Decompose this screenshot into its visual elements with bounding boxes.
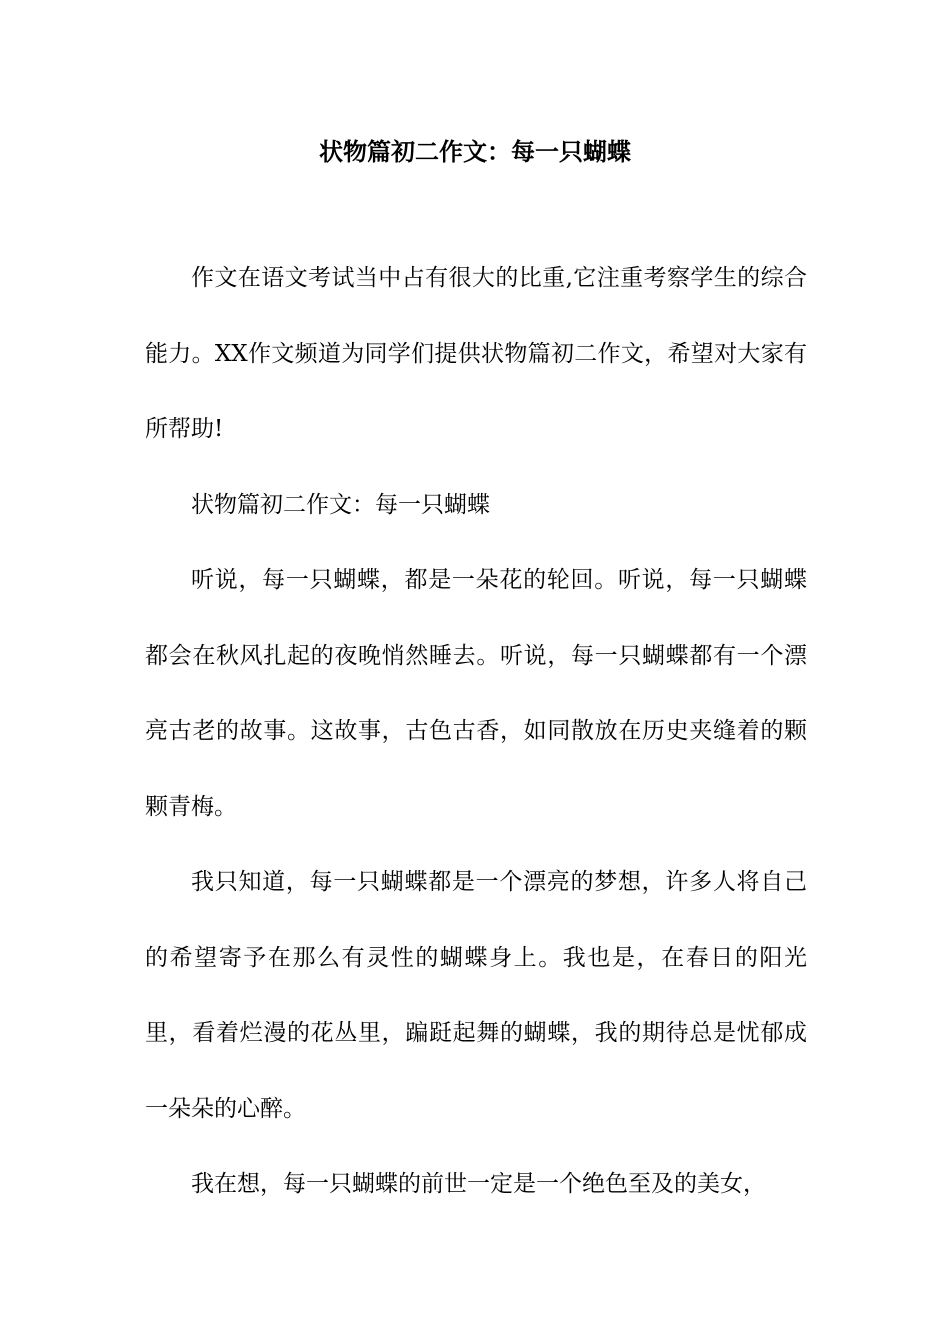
paragraph-subtitle: 状物篇初二作文：每一只蝴蝶 bbox=[191, 491, 490, 518]
document-title: 状物篇初二作文：每一只蝴蝶 bbox=[319, 137, 631, 166]
paragraph-intro: 作文在语文考试当中占有很大的比重,它注重考察学生的综合能力。XX作文频道为同学们提供状物篇初二作文，希望对大家有所帮助! bbox=[145, 265, 807, 442]
paragraph-3: 我在想，每一只蝴蝶的前世一定是一个绝色至及的美女， bbox=[191, 1171, 766, 1197]
paragraph-2: 我只知道，每一只蝴蝶都是一个漂亮的梦想，许多人将自己的希望寄予在那么有灵性的蝴蝶身上。我也是，在春日的阳光里，看着烂漫的花丛里，蹁跹起舞的蝴蝶，我的期待总是忧郁成一朵朵的心醉。 bbox=[145, 869, 807, 1122]
paragraph-1: 听说，每一只蝴蝶，都是一朵花的轮回。听说，每一只蝴蝶都会在秋风扎起的夜晚悄然睡去。听说，每一只蝴蝶都有一个漂亮古老的故事。这故事，古色古香，如同散放在历史夹缝着的颗颗青梅。 bbox=[145, 567, 807, 820]
document-body bbox=[145, 241, 807, 1223]
